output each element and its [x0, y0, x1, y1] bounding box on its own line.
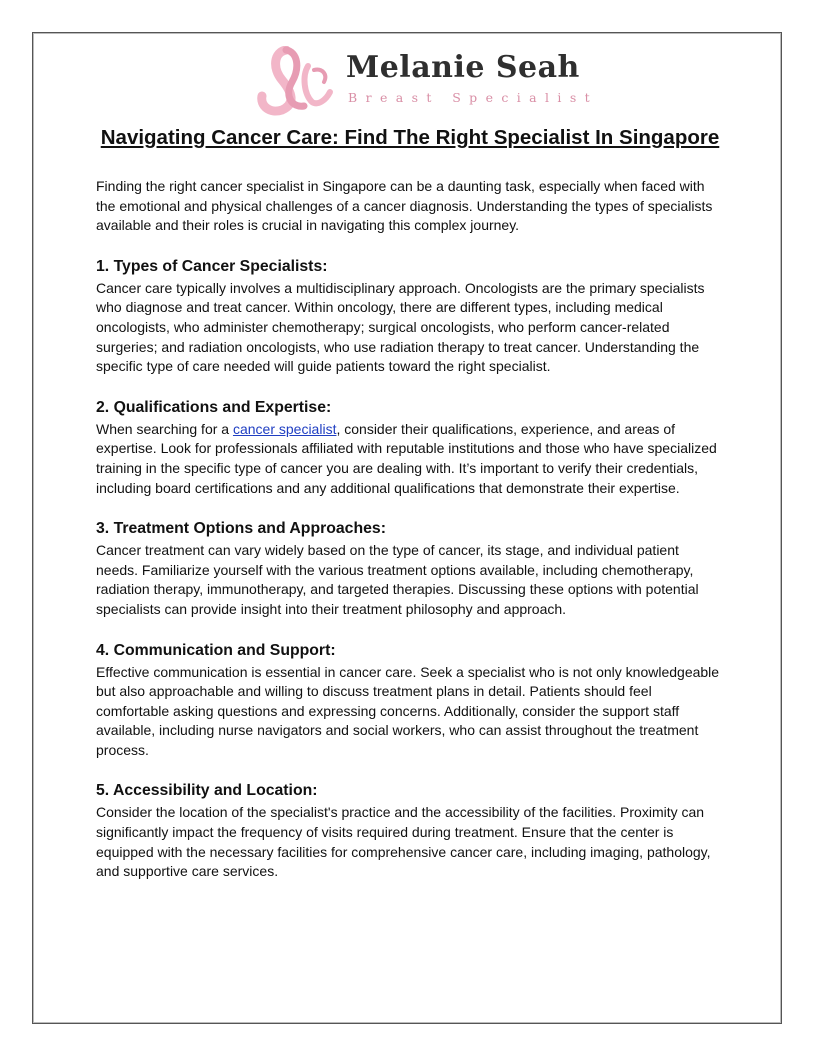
- section-heading: 2. Qualifications and Expertise:: [96, 398, 332, 416]
- intro-paragraph: Finding the right cancer specialist in Singapore can be a daunting task, especially when faced with the emotional and physical challenges of a cancer diagnosis. Understanding the types of specialists available and their roles is crucial in navigating this complex journey.: [96, 178, 713, 234]
- section-accessibility: [96, 781, 724, 881]
- cancer-specialist-link[interactable]: cancer specialist: [232, 420, 337, 437]
- section-body: Cancer care typically involves a multidisciplinary approach. Oncologists are the primary specialists who diagnose and treat cancer. Within oncology, there are different types, including medical oncologists, who administer chemotherapy; surgical oncologists, who perform cancer-related surgeries; and radiation oncologists, who use radiation therapy to treat cancer. Understanding the specific type of care needed will guide patients toward the right specialist.: [96, 279, 705, 375]
- section-heading: 4. Communication and Support:: [96, 641, 336, 659]
- logo-name: Melanie Seah: [346, 50, 580, 85]
- section-body: Effective communication is essential in cancer care. Seek a specialist who is not only knowledgeable but also approachable and willing to discuss treatment plans in detail. Patients should feel comfortable asking questions and expressing concerns. Additionally, consider the support staff available, including nurse navigators and social workers, who can assist throughout the treatment process.: [96, 663, 720, 758]
- logo: [252, 46, 599, 118]
- section-body-text: , consider their qualifications, experience, and areas of expertise. Look for professionals affiliated with reputable institutions and those who have specialized training in the specific type of cancer you are dealing with. It’s important to verify their credentials, including board certifications and any additional qualifications that demonstrate their expertise.: [96, 420, 717, 496]
- section-communication: [96, 641, 724, 761]
- logo-tagline: Breast Specialist: [348, 90, 599, 105]
- section-qualifications: [96, 398, 724, 498]
- article: [96, 126, 724, 882]
- section-treatment-options: [96, 519, 724, 619]
- ribbon-logo-icon: [252, 46, 340, 118]
- section-heading: 1. Types of Cancer Specialists:: [96, 257, 328, 275]
- section-body: Cancer treatment can vary widely based on the type of cancer, its stage, and individual patient needs. Familiarize yourself with the various treatment options available, including chemotherapy, radiation therapy, immunotherapy, and targeted therapies. Discussing these options with potential specialists can provide insight into their treatment philosophy and approach.: [96, 542, 699, 617]
- page-title: Navigating Cancer Care: Find The Right Specialist In Singapore: [100, 126, 720, 149]
- section-body: [96, 420, 724, 498]
- section-heading: 3. Treatment Options and Approaches:: [96, 520, 386, 538]
- section-types-of-specialists: [96, 257, 724, 377]
- section-body: Consider the location of the specialist's practice and the accessibility of the facilities. Proximity can significantly impact the frequency of visits required during treatment. Ensure that the center is equipped with the necessary facilities for comprehensive cancer care, including imaging, pathology, and supportive care services.: [96, 804, 711, 880]
- section-body-text: When searching for a: [96, 420, 233, 437]
- section-heading: 5. Accessibility and Location:: [96, 782, 318, 800]
